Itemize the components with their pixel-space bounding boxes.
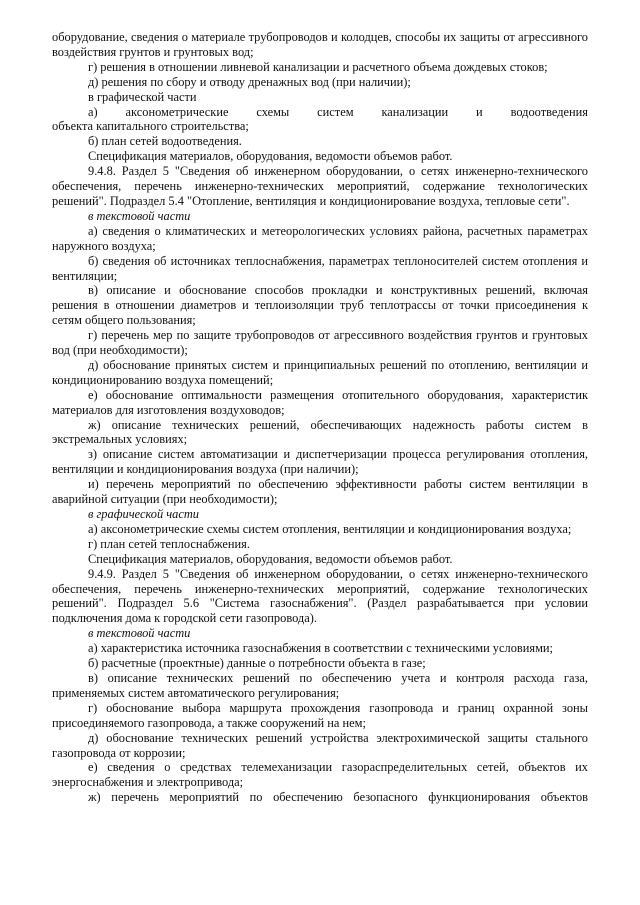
paragraph: г) план сетей теплоснабжения. — [88, 536, 250, 551]
paragraph: е) обоснование оптимальности размещения отопительного оборудования, характеристик материалов для изготовления воздуховодов; — [52, 387, 588, 417]
paragraph: а) характеристика источника газоснабжения в соответствии с техническими условиями; — [88, 641, 553, 656]
paragraph: г) решения в отношении ливневой канализации и расчетного объема дождевых стоков; — [88, 59, 548, 74]
paragraph: е) сведения о средствах телемеханизации газораспределительных сетей, объектов их энергоснабжения и электропривода; — [52, 760, 588, 790]
paragraph: г) перечень мер по защите трубопроводов от агрессивного воздействия грунтов и грунтовых вод (при необходимости); — [52, 328, 588, 358]
paragraph: а) сведения о климатических и метеорологических условиях района, расчетных параметрах наружного воздуха; — [52, 223, 588, 253]
paragraph: 9.4.9. Раздел 5 "Сведения об инженерном оборудовании, о сетях инженерно-технического обеспечения, перечень инженерно-технических мероприятий, содержание технологических решений". Подраздел 5.6 "Система газоснабжения". (Раздел разрабатывается при условии подключения дома к городской сети газопровода). — [52, 566, 588, 626]
paragraph: Спецификация материалов, оборудования, ведомости объемов работ. — [88, 551, 453, 566]
paragraph: г) обоснование выбора маршрута прохождения газопровода и границ охранной зоны присоединяемого газопровода, а также сооружений на нем; — [52, 700, 588, 730]
paragraph: объекта капитального строительства; — [52, 119, 249, 134]
paragraph: б) сведения об источниках теплоснабжения, параметрах теплоносителей систем отопления и вентиляции; — [52, 253, 588, 283]
paragraph: д) решения по сбору и отводу дренажных вод (при наличии); — [88, 74, 411, 89]
paragraph: д) обоснование принятых систем и принципиальных решений по отоплению, вентиляции и кондиционированию воздуха помещений; — [52, 357, 588, 387]
section-subheading: в графической части — [88, 507, 200, 521]
paragraph: Спецификация материалов, оборудования, ведомости объемов работ. — [88, 149, 453, 164]
paragraph: д) обоснование технических решений устройства электрохимической защиты стального газопровода от коррозии; — [52, 730, 588, 760]
paragraph: ж) описание технических решений, обеспечивающих надежность работы систем в экстремальных условиях; — [52, 417, 588, 447]
paragraph: оборудование, сведения о материале трубопроводов и колодцев, способы их защиты от агрессивного воздействия грунтов и грунтовых вод; — [52, 30, 588, 59]
paragraph: б) план сетей водоотведения. — [88, 134, 242, 149]
paragraph: з) описание систем автоматизации и диспетчеризации процесса регулирования отопления, вентиляции и кондиционирования воздуха (при наличии); — [52, 447, 588, 477]
paragraph: в) описание технических решений по обеспечению учета и контроля расхода газа, применяемых систем автоматического регулирования; — [52, 670, 588, 700]
paragraph: ж) перечень мероприятий по обеспечению безопасного функционирования объектов — [88, 790, 588, 805]
paragraph: а) аксонометрические схемы систем отопления, вентиляции и кондиционирования воздуха; — [88, 521, 572, 536]
section-subheading: в текстовой части — [88, 208, 191, 223]
paragraph: 9.4.8. Раздел 5 "Сведения об инженерном оборудовании, о сетях инженерно-технического обеспечения, перечень инженерно-технических мероприятий, содержание технологических решений". Подраздел 5.4 "Отопление, вентиляция и кондиционирование воздуха, тепловые сети". — [52, 164, 588, 208]
paragraph: б) расчетные (проектные) данные о потребности объекта в газе; — [88, 656, 426, 671]
document-page — [52, 30, 588, 805]
paragraph: в) описание и обоснование способов прокладки и конструктивных решений, включая решения в отношении диаметров и теплоизоляции труб теплотрассы от точки присоединения к сетям общего пользования; — [52, 283, 588, 328]
paragraph: а) аксонометрические схемы систем канализации и водоотведения — [88, 104, 588, 119]
paragraph: и) перечень мероприятий по обеспечению эффективности работы систем вентиляции в аварийной ситуации (при необходимости); — [52, 477, 588, 507]
section-subheading: в текстовой части — [88, 626, 191, 641]
paragraph: в графической части — [88, 89, 197, 104]
